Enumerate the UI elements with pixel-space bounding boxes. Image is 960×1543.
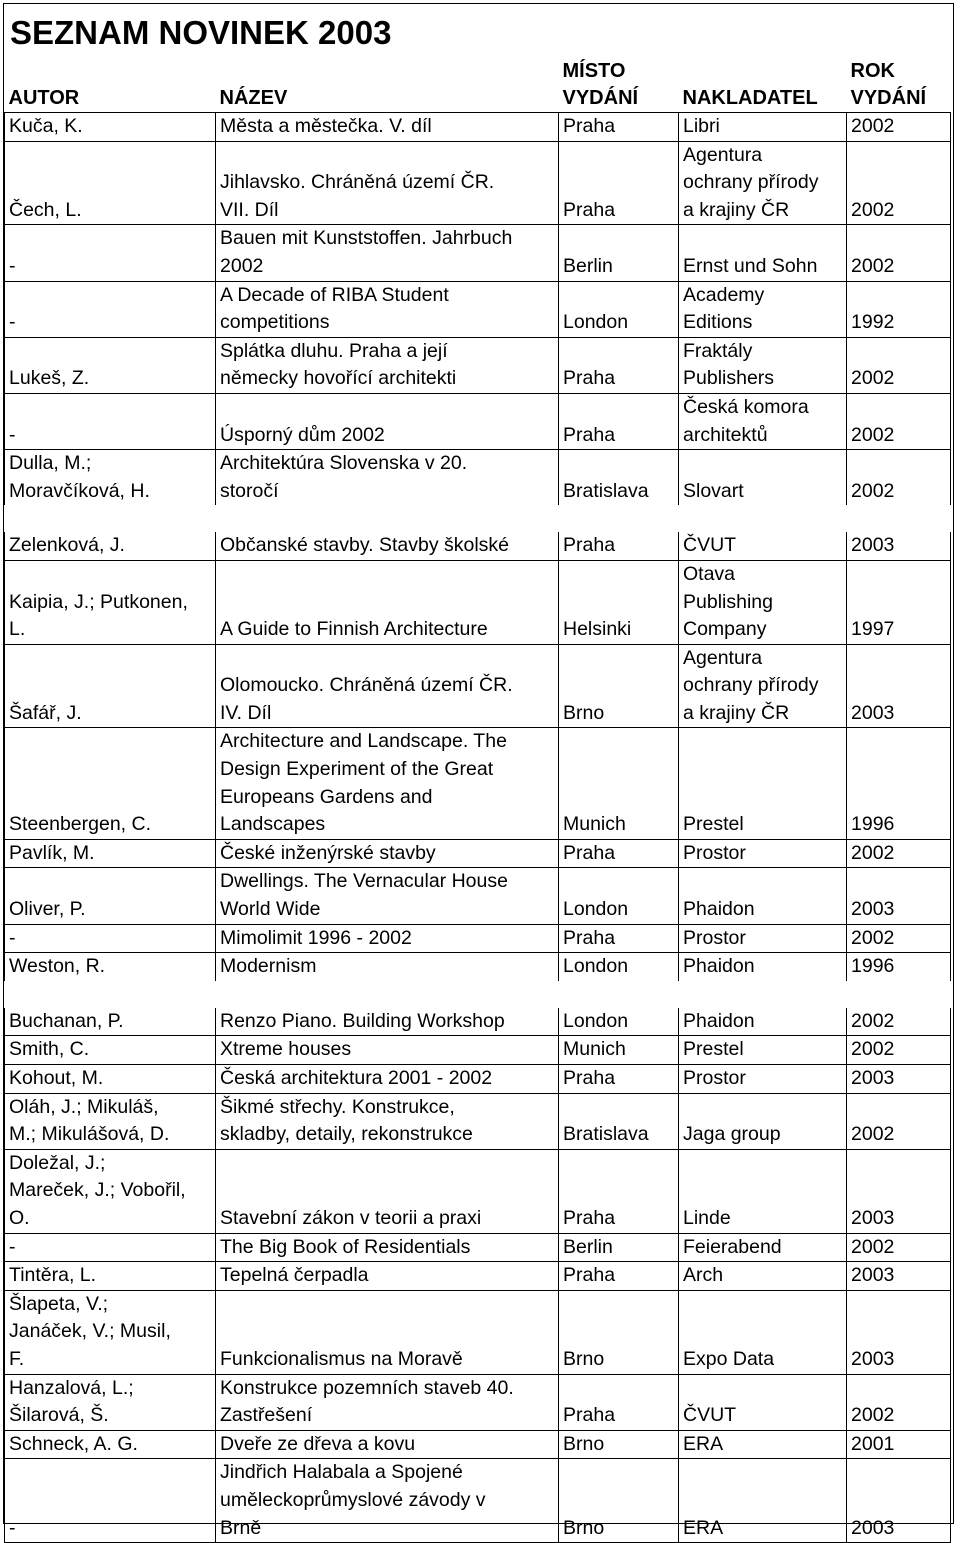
cell-title: Modernism xyxy=(216,953,559,981)
spacer-cell xyxy=(5,981,951,1008)
cell-place: Brno xyxy=(559,644,679,728)
cell-year: 2002 xyxy=(847,141,951,225)
cell-author: Oláh, J.; Mikuláš, M.; Mikulášová, D. xyxy=(5,1093,216,1149)
cell-year: 2003 xyxy=(847,1290,951,1374)
cell-publisher: Prostor xyxy=(679,1065,847,1094)
cell-title: Architektúra Slovenska v 20. storočí xyxy=(216,450,559,506)
cell-title: A Guide to Finnish Architecture xyxy=(216,560,559,644)
cell-author: Smith, C. xyxy=(5,1036,216,1065)
cell-year: 2003 xyxy=(847,1149,951,1233)
cell-publisher: Prestel xyxy=(679,728,847,839)
table-row xyxy=(5,924,951,953)
cell-publisher: Arch xyxy=(679,1262,847,1291)
cell-title: Splátka dluhu. Praha a její německy hovořící architekti xyxy=(216,337,559,393)
table-row xyxy=(5,113,951,142)
cell-title: The Big Book of Residentials xyxy=(216,1233,559,1262)
cell-author: Steenbergen, C. xyxy=(5,728,216,839)
cell-author: Tintěra, L. xyxy=(5,1262,216,1291)
cell-year: 2002 xyxy=(847,1093,951,1149)
table-row xyxy=(5,868,951,924)
cell-publisher: Academy Editions xyxy=(679,281,847,337)
table-row xyxy=(5,281,951,337)
cell-place: Munich xyxy=(559,1036,679,1065)
header-row xyxy=(5,58,951,113)
cell-title: Mimolimit 1996 - 2002 xyxy=(216,924,559,953)
cell-place: Brno xyxy=(559,1430,679,1459)
cell-publisher: ČVUT xyxy=(679,532,847,560)
cell-publisher: Prestel xyxy=(679,1036,847,1065)
cell-place: Praha xyxy=(559,1262,679,1291)
cell-publisher: Slovart xyxy=(679,450,847,506)
cell-title: Dwellings. The Vernacular House World Wide xyxy=(216,868,559,924)
cell-title: Xtreme houses xyxy=(216,1036,559,1065)
cell-place: Bratislava xyxy=(559,1093,679,1149)
cell-year: 2003 xyxy=(847,868,951,924)
cell-title: Olomoucko. Chráněná území ČR. IV. Díl xyxy=(216,644,559,728)
cell-place: Praha xyxy=(559,141,679,225)
header-place: MÍSTO VYDÁNÍ xyxy=(562,60,639,109)
cell-place: Praha xyxy=(559,1065,679,1094)
cell-author: Pavlík, M. xyxy=(5,839,216,868)
books-table xyxy=(4,58,951,1543)
cell-year: 2002 xyxy=(847,225,951,281)
cell-place: London xyxy=(559,953,679,981)
table-row xyxy=(5,225,951,281)
table-row xyxy=(5,1374,951,1430)
cell-title: Města a městečka. V. díl xyxy=(216,113,559,142)
cell-publisher: Feierabend xyxy=(679,1233,847,1262)
cell-publisher: Ernst und Sohn xyxy=(679,225,847,281)
spacer-cell xyxy=(5,505,951,532)
cell-publisher: Otava Publishing Company xyxy=(679,560,847,644)
cell-place: London xyxy=(559,281,679,337)
cell-year: 2002 xyxy=(847,393,951,449)
cell-publisher: Jaga group xyxy=(679,1093,847,1149)
cell-year: 1997 xyxy=(847,560,951,644)
cell-year: 1996 xyxy=(847,728,951,839)
cell-author: Buchanan, P. xyxy=(5,1008,216,1036)
cell-author: Šafář, J. xyxy=(5,644,216,728)
cell-place: Praha xyxy=(559,1374,679,1430)
cell-title: Stavební zákon v teorii a praxi xyxy=(216,1149,559,1233)
cell-place: Praha xyxy=(559,532,679,560)
table-row xyxy=(5,1262,951,1291)
cell-year: 1992 xyxy=(847,281,951,337)
cell-year: 1996 xyxy=(847,953,951,981)
cell-place: Brno xyxy=(559,1459,679,1543)
cell-author: - xyxy=(5,225,216,281)
cell-place: Munich xyxy=(559,728,679,839)
cell-author: - xyxy=(5,393,216,449)
cell-place: Praha xyxy=(559,393,679,449)
cell-year: 2002 xyxy=(847,113,951,142)
table-row xyxy=(5,141,951,225)
cell-publisher: Phaidon xyxy=(679,868,847,924)
cell-year: 2003 xyxy=(847,532,951,560)
cell-place: Praha xyxy=(559,1149,679,1233)
cell-year: 2002 xyxy=(847,1374,951,1430)
cell-year: 2003 xyxy=(847,1065,951,1094)
table-row xyxy=(5,1149,951,1233)
table-row xyxy=(5,337,951,393)
cell-author: Lukeš, Z. xyxy=(5,337,216,393)
cell-place: Berlin xyxy=(559,225,679,281)
cell-title: Jindřich Halabala a Spojené uměleckoprůmyslové závody v Brně xyxy=(216,1459,559,1543)
cell-place: Praha xyxy=(559,924,679,953)
cell-place: Brno xyxy=(559,1290,679,1374)
table-row xyxy=(5,728,951,839)
cell-publisher: Agentura ochrany přírody a krajiny ČR xyxy=(679,644,847,728)
table-row xyxy=(5,393,951,449)
cell-year: 2002 xyxy=(847,839,951,868)
table-row xyxy=(5,839,951,868)
cell-publisher: Phaidon xyxy=(679,953,847,981)
header-author: AUTOR xyxy=(8,87,80,109)
cell-author: Kohout, M. xyxy=(5,1065,216,1094)
cell-place: Bratislava xyxy=(559,450,679,506)
table-row xyxy=(5,644,951,728)
cell-publisher: ERA xyxy=(679,1430,847,1459)
cell-place: Praha xyxy=(559,839,679,868)
cell-title: Občanské stavby. Stavby školské xyxy=(216,532,559,560)
cell-author: Hanzalová, L.; Šilarová, Š. xyxy=(5,1374,216,1430)
cell-place: London xyxy=(559,868,679,924)
table-row xyxy=(5,1093,951,1149)
cell-publisher: Prostor xyxy=(679,924,847,953)
cell-author: Kuča, K. xyxy=(5,113,216,142)
header-title: NÁZEV xyxy=(219,87,288,109)
table-row xyxy=(5,1459,951,1543)
cell-author: Oliver, P. xyxy=(5,868,216,924)
cell-place: London xyxy=(559,1008,679,1036)
cell-year: 2003 xyxy=(847,644,951,728)
cell-publisher: Expo Data xyxy=(679,1290,847,1374)
cell-title: Renzo Piano. Building Workshop xyxy=(216,1008,559,1036)
table-row xyxy=(5,1290,951,1374)
header-year: ROK VYDÁNÍ xyxy=(850,60,927,109)
cell-author: Čech, L. xyxy=(5,141,216,225)
spacer-row xyxy=(5,981,951,1008)
table-row xyxy=(5,1036,951,1065)
cell-year: 2002 xyxy=(847,450,951,506)
cell-place: Praha xyxy=(559,337,679,393)
cell-author: Šlapeta, V.; Janáček, V.; Musil, F. xyxy=(5,1290,216,1374)
cell-title: Tepelná čerpadla xyxy=(216,1262,559,1291)
cell-title: Úsporný dům 2002 xyxy=(216,393,559,449)
cell-title: Architecture and Landscape. The Design Experiment of the Great Europeans Gardens and Landscapes xyxy=(216,728,559,839)
cell-title: Česká architektura 2001 - 2002 xyxy=(216,1065,559,1094)
cell-title: České inženýrské stavby xyxy=(216,839,559,868)
cell-title: Jihlavsko. Chráněná území ČR. VII. Díl xyxy=(216,141,559,225)
table-row xyxy=(5,532,951,560)
cell-author: - xyxy=(5,1233,216,1262)
document-title: SEZNAM NOVINEK 2003 xyxy=(10,14,392,51)
cell-title: Dveře ze dřeva a kovu xyxy=(216,1430,559,1459)
cell-title: Bauen mit Kunststoffen. Jahrbuch 2002 xyxy=(216,225,559,281)
cell-year: 2002 xyxy=(847,1036,951,1065)
cell-year: 2002 xyxy=(847,337,951,393)
cell-author: Dulla, M.; Moravčíková, H. xyxy=(5,450,216,506)
cell-publisher: Linde xyxy=(679,1149,847,1233)
cell-author: Doležal, J.; Mareček, J.; Vobořil, O. xyxy=(5,1149,216,1233)
cell-author: Weston, R. xyxy=(5,953,216,981)
cell-author: Zelenková, J. xyxy=(5,532,216,560)
cell-publisher: Libri xyxy=(679,113,847,142)
table-row xyxy=(5,1008,951,1036)
cell-place: Helsinki xyxy=(559,560,679,644)
table-row xyxy=(5,450,951,506)
spacer-row xyxy=(5,505,951,532)
cell-publisher: ČVUT xyxy=(679,1374,847,1430)
cell-publisher: Prostor xyxy=(679,839,847,868)
cell-author: - xyxy=(5,1459,216,1543)
header-publisher: NAKLADATEL xyxy=(682,87,818,109)
cell-year: 2002 xyxy=(847,924,951,953)
cell-year: 2003 xyxy=(847,1459,951,1543)
cell-author: Schneck, A. G. xyxy=(5,1430,216,1459)
cell-title: Šikmé střechy. Konstrukce, skladby, detaily, rekonstrukce xyxy=(216,1093,559,1149)
table-row xyxy=(5,1065,951,1094)
cell-title: A Decade of RIBA Student competitions xyxy=(216,281,559,337)
cell-publisher: Phaidon xyxy=(679,1008,847,1036)
cell-publisher: Agentura ochrany přírody a krajiny ČR xyxy=(679,141,847,225)
table-row xyxy=(5,560,951,644)
table-row xyxy=(5,1430,951,1459)
cell-year: 2003 xyxy=(847,1262,951,1291)
cell-publisher: ERA xyxy=(679,1459,847,1543)
cell-author: - xyxy=(5,924,216,953)
cell-title: Funkcionalismus na Moravě xyxy=(216,1290,559,1374)
cell-publisher: Fraktály Publishers xyxy=(679,337,847,393)
cell-publisher: Česká komora architektů xyxy=(679,393,847,449)
table-row xyxy=(5,953,951,981)
cell-year: 2001 xyxy=(847,1430,951,1459)
cell-place: Berlin xyxy=(559,1233,679,1262)
cell-year: 2002 xyxy=(847,1233,951,1262)
cell-place: Praha xyxy=(559,113,679,142)
cell-author: Kaipia, J.; Putkonen, L. xyxy=(5,560,216,644)
cell-year: 2002 xyxy=(847,1008,951,1036)
table-row xyxy=(5,1233,951,1262)
cell-author: - xyxy=(5,281,216,337)
cell-title: Konstrukce pozemních staveb 40. Zastřešení xyxy=(216,1374,559,1430)
